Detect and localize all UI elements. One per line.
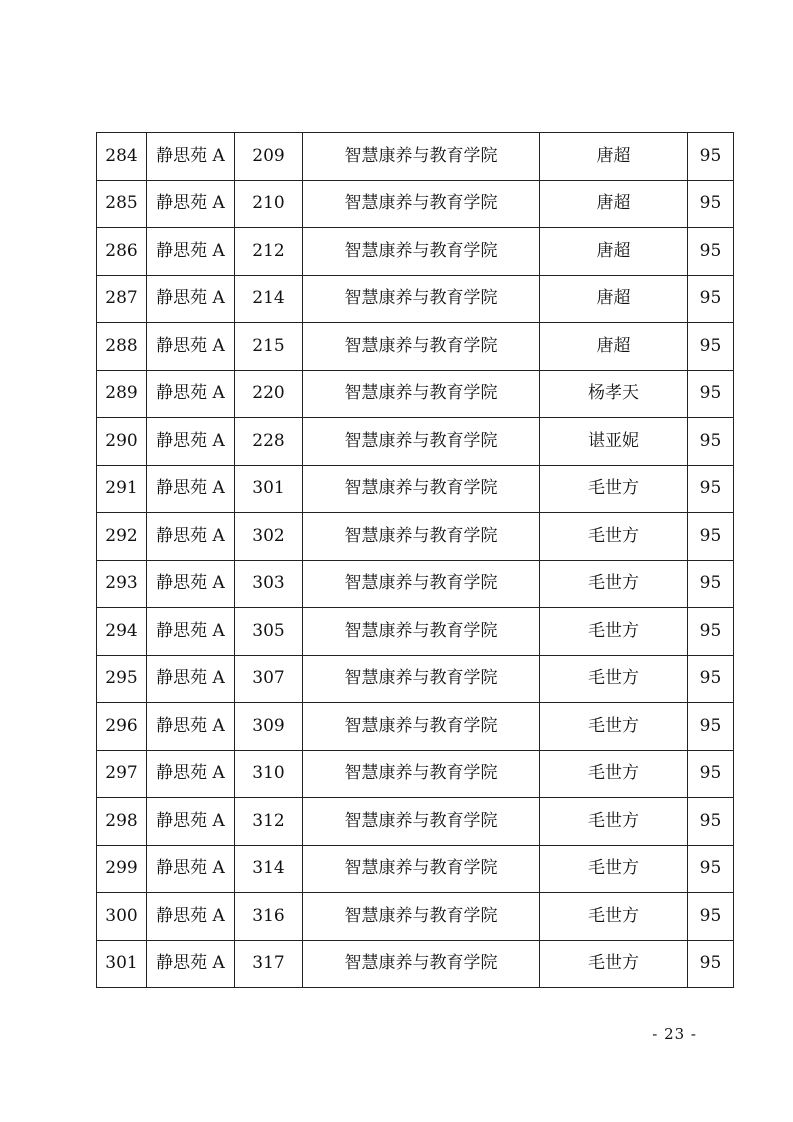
- table-body: [97, 133, 734, 988]
- table-row: [97, 703, 734, 751]
- row-number-cell: 294: [97, 608, 147, 656]
- room-number-cell: 312: [235, 798, 303, 846]
- row-number-cell: 291: [97, 465, 147, 513]
- building-cell: 静思苑 A: [147, 370, 235, 418]
- score-cell: 95: [688, 133, 734, 181]
- manager-cell: 毛世方: [540, 750, 688, 798]
- row-number-cell: 298: [97, 798, 147, 846]
- room-number-cell: 303: [235, 560, 303, 608]
- score-cell: 95: [688, 845, 734, 893]
- table-row: [97, 940, 734, 988]
- table-row: [97, 370, 734, 418]
- row-number-cell: 292: [97, 513, 147, 561]
- college-cell: 智慧康养与教育学院: [303, 560, 540, 608]
- manager-cell: 唐超: [540, 275, 688, 323]
- room-number-cell: 307: [235, 655, 303, 703]
- building-cell: 静思苑 A: [147, 323, 235, 371]
- score-cell: 95: [688, 750, 734, 798]
- room-number-cell: 210: [235, 180, 303, 228]
- table-row: [97, 750, 734, 798]
- score-cell: 95: [688, 418, 734, 466]
- manager-cell: 毛世方: [540, 940, 688, 988]
- college-cell: 智慧康养与教育学院: [303, 418, 540, 466]
- manager-cell: 杨孝天: [540, 370, 688, 418]
- manager-cell: 毛世方: [540, 703, 688, 751]
- row-number-cell: 285: [97, 180, 147, 228]
- building-cell: 静思苑 A: [147, 275, 235, 323]
- dormitory-score-table: [96, 132, 734, 988]
- score-cell: 95: [688, 655, 734, 703]
- table-row: [97, 608, 734, 656]
- score-cell: 95: [688, 465, 734, 513]
- college-cell: 智慧康养与教育学院: [303, 275, 540, 323]
- score-cell: 95: [688, 940, 734, 988]
- college-cell: 智慧康养与教育学院: [303, 750, 540, 798]
- room-number-cell: 220: [235, 370, 303, 418]
- room-number-cell: 214: [235, 275, 303, 323]
- score-cell: 95: [688, 323, 734, 371]
- table-row: [97, 513, 734, 561]
- table-row: [97, 893, 734, 941]
- building-cell: 静思苑 A: [147, 798, 235, 846]
- score-cell: 95: [688, 370, 734, 418]
- manager-cell: 毛世方: [540, 845, 688, 893]
- score-cell: 95: [688, 798, 734, 846]
- building-cell: 静思苑 A: [147, 418, 235, 466]
- row-number-cell: 297: [97, 750, 147, 798]
- room-number-cell: 305: [235, 608, 303, 656]
- row-number-cell: 296: [97, 703, 147, 751]
- room-number-cell: 309: [235, 703, 303, 751]
- table-row: [97, 655, 734, 703]
- row-number-cell: 299: [97, 845, 147, 893]
- row-number-cell: 289: [97, 370, 147, 418]
- manager-cell: 毛世方: [540, 560, 688, 608]
- score-cell: 95: [688, 180, 734, 228]
- college-cell: 智慧康养与教育学院: [303, 893, 540, 941]
- table-row: [97, 465, 734, 513]
- score-cell: 95: [688, 513, 734, 561]
- room-number-cell: 215: [235, 323, 303, 371]
- building-cell: 静思苑 A: [147, 133, 235, 181]
- college-cell: 智慧康养与教育学院: [303, 370, 540, 418]
- row-number-cell: 284: [97, 133, 147, 181]
- room-number-cell: 314: [235, 845, 303, 893]
- score-cell: 95: [688, 608, 734, 656]
- manager-cell: 毛世方: [540, 655, 688, 703]
- table-row: [97, 180, 734, 228]
- college-cell: 智慧康养与教育学院: [303, 655, 540, 703]
- college-cell: 智慧康养与教育学院: [303, 180, 540, 228]
- building-cell: 静思苑 A: [147, 703, 235, 751]
- table-row: [97, 418, 734, 466]
- table-row: [97, 560, 734, 608]
- room-number-cell: 301: [235, 465, 303, 513]
- row-number-cell: 290: [97, 418, 147, 466]
- college-cell: 智慧康养与教育学院: [303, 703, 540, 751]
- row-number-cell: 300: [97, 893, 147, 941]
- building-cell: 静思苑 A: [147, 560, 235, 608]
- room-number-cell: 316: [235, 893, 303, 941]
- page-number: - 23 -: [652, 1025, 697, 1043]
- building-cell: 静思苑 A: [147, 940, 235, 988]
- row-number-cell: 301: [97, 940, 147, 988]
- college-cell: 智慧康养与教育学院: [303, 940, 540, 988]
- room-number-cell: 228: [235, 418, 303, 466]
- building-cell: 静思苑 A: [147, 750, 235, 798]
- college-cell: 智慧康养与教育学院: [303, 798, 540, 846]
- score-cell: 95: [688, 560, 734, 608]
- manager-cell: 谌亚妮: [540, 418, 688, 466]
- building-cell: 静思苑 A: [147, 655, 235, 703]
- table-row: [97, 845, 734, 893]
- college-cell: 智慧康养与教育学院: [303, 608, 540, 656]
- room-number-cell: 317: [235, 940, 303, 988]
- table-row: [97, 323, 734, 371]
- row-number-cell: 288: [97, 323, 147, 371]
- college-cell: 智慧康养与教育学院: [303, 228, 540, 276]
- manager-cell: 毛世方: [540, 893, 688, 941]
- room-number-cell: 310: [235, 750, 303, 798]
- table-row: [97, 133, 734, 181]
- row-number-cell: 287: [97, 275, 147, 323]
- building-cell: 静思苑 A: [147, 180, 235, 228]
- room-number-cell: 209: [235, 133, 303, 181]
- building-cell: 静思苑 A: [147, 893, 235, 941]
- building-cell: 静思苑 A: [147, 513, 235, 561]
- table-row: [97, 228, 734, 276]
- college-cell: 智慧康养与教育学院: [303, 133, 540, 181]
- manager-cell: 毛世方: [540, 798, 688, 846]
- score-cell: 95: [688, 275, 734, 323]
- manager-cell: 毛世方: [540, 513, 688, 561]
- manager-cell: 毛世方: [540, 465, 688, 513]
- row-number-cell: 293: [97, 560, 147, 608]
- building-cell: 静思苑 A: [147, 465, 235, 513]
- table-row: [97, 275, 734, 323]
- college-cell: 智慧康养与教育学院: [303, 513, 540, 561]
- college-cell: 智慧康养与教育学院: [303, 323, 540, 371]
- manager-cell: 毛世方: [540, 608, 688, 656]
- manager-cell: 唐超: [540, 180, 688, 228]
- manager-cell: 唐超: [540, 323, 688, 371]
- building-cell: 静思苑 A: [147, 228, 235, 276]
- row-number-cell: 286: [97, 228, 147, 276]
- score-cell: 95: [688, 703, 734, 751]
- room-number-cell: 302: [235, 513, 303, 561]
- room-number-cell: 212: [235, 228, 303, 276]
- college-cell: 智慧康养与教育学院: [303, 845, 540, 893]
- score-cell: 95: [688, 228, 734, 276]
- score-cell: 95: [688, 893, 734, 941]
- building-cell: 静思苑 A: [147, 845, 235, 893]
- building-cell: 静思苑 A: [147, 608, 235, 656]
- manager-cell: 唐超: [540, 228, 688, 276]
- row-number-cell: 295: [97, 655, 147, 703]
- table-row: [97, 798, 734, 846]
- manager-cell: 唐超: [540, 133, 688, 181]
- college-cell: 智慧康养与教育学院: [303, 465, 540, 513]
